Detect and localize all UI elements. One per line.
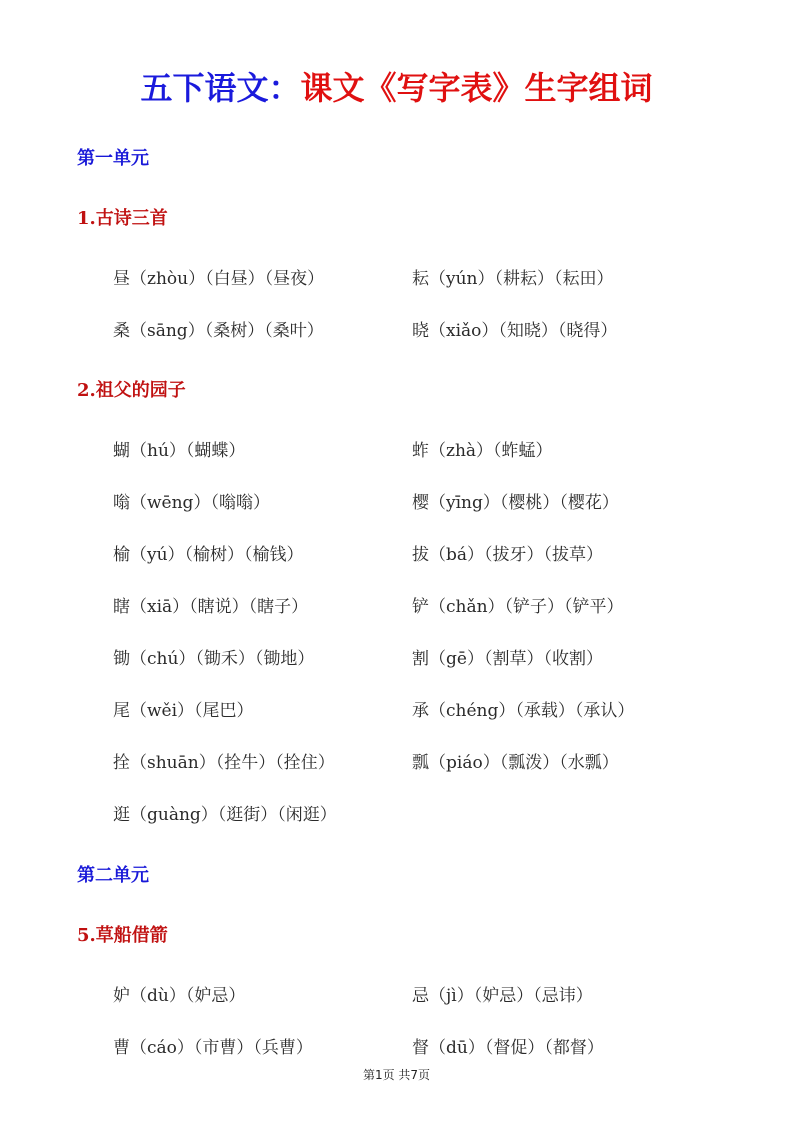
char-entry: 榆（yú）（榆树）（榆钱） <box>113 545 304 565</box>
char-entry: 瓢（piáo）（瓢泼）（水瓢） <box>412 753 619 773</box>
char-entry: 昼（zhòu）（白昼）（昼夜） <box>113 269 325 289</box>
char-entry: 逛（guàng）（逛街）（闲逛） <box>113 805 337 825</box>
char-entry: 晓（xiǎo）（知晓）（晓得） <box>412 321 618 341</box>
char-entry: 樱（yīng）（樱桃）（樱花） <box>412 493 619 513</box>
char-entry: 妒（dù）（妒忌） <box>113 986 246 1006</box>
lesson-heading-5: 5.草船借箭 <box>77 925 168 946</box>
char-entry: 蝴（hú）（蝴蝶） <box>113 441 246 461</box>
unit-heading-2: 第二单元 <box>77 865 149 886</box>
char-entry: 蚱（zhà）（蚱蜢） <box>412 441 553 461</box>
char-entry: 锄（chú）（锄禾）（锄地） <box>113 649 315 669</box>
char-entry: 桑（sāng）（桑树）（桑叶） <box>113 321 324 341</box>
char-entry: 嗡（wēng）（嗡嗡） <box>113 493 270 513</box>
title-part-blue: 五下语文： <box>140 69 301 107</box>
char-entry: 尾（wěi）（尾巴） <box>113 701 254 721</box>
page-title <box>0 62 793 114</box>
lesson-heading-2: 2.祖父的园子 <box>77 380 186 401</box>
char-entry: 忌（jì）（妒忌）（忌讳） <box>412 986 593 1006</box>
char-entry: 铲（chǎn）（铲子）（铲平） <box>412 597 624 617</box>
char-entry: 耘（yún）（耕耘）（耘田） <box>412 269 614 289</box>
char-entry: 割（gē）（割草）（收割） <box>412 649 603 669</box>
char-entry: 拔（bá）（拔牙）（拔草） <box>412 545 604 565</box>
char-entry: 瞎（xiā）（瞎说）（瞎子） <box>113 597 309 617</box>
lesson-heading-1: 1.古诗三首 <box>77 208 168 229</box>
page-footer: 第1页 共7页 <box>362 1068 431 1082</box>
char-entry: 拴（shuān）（拴牛）（拴住） <box>113 753 335 773</box>
title-part-red: 课文《写字表》生字组词 <box>300 69 653 107</box>
char-entry: 承（chéng）（承载）（承认） <box>412 701 635 721</box>
unit-heading-1: 第一单元 <box>77 148 149 169</box>
char-entry: 曹（cáo）（市曹）（兵曹） <box>113 1038 313 1058</box>
char-entry: 督（dū）（督促）（都督） <box>412 1038 604 1058</box>
